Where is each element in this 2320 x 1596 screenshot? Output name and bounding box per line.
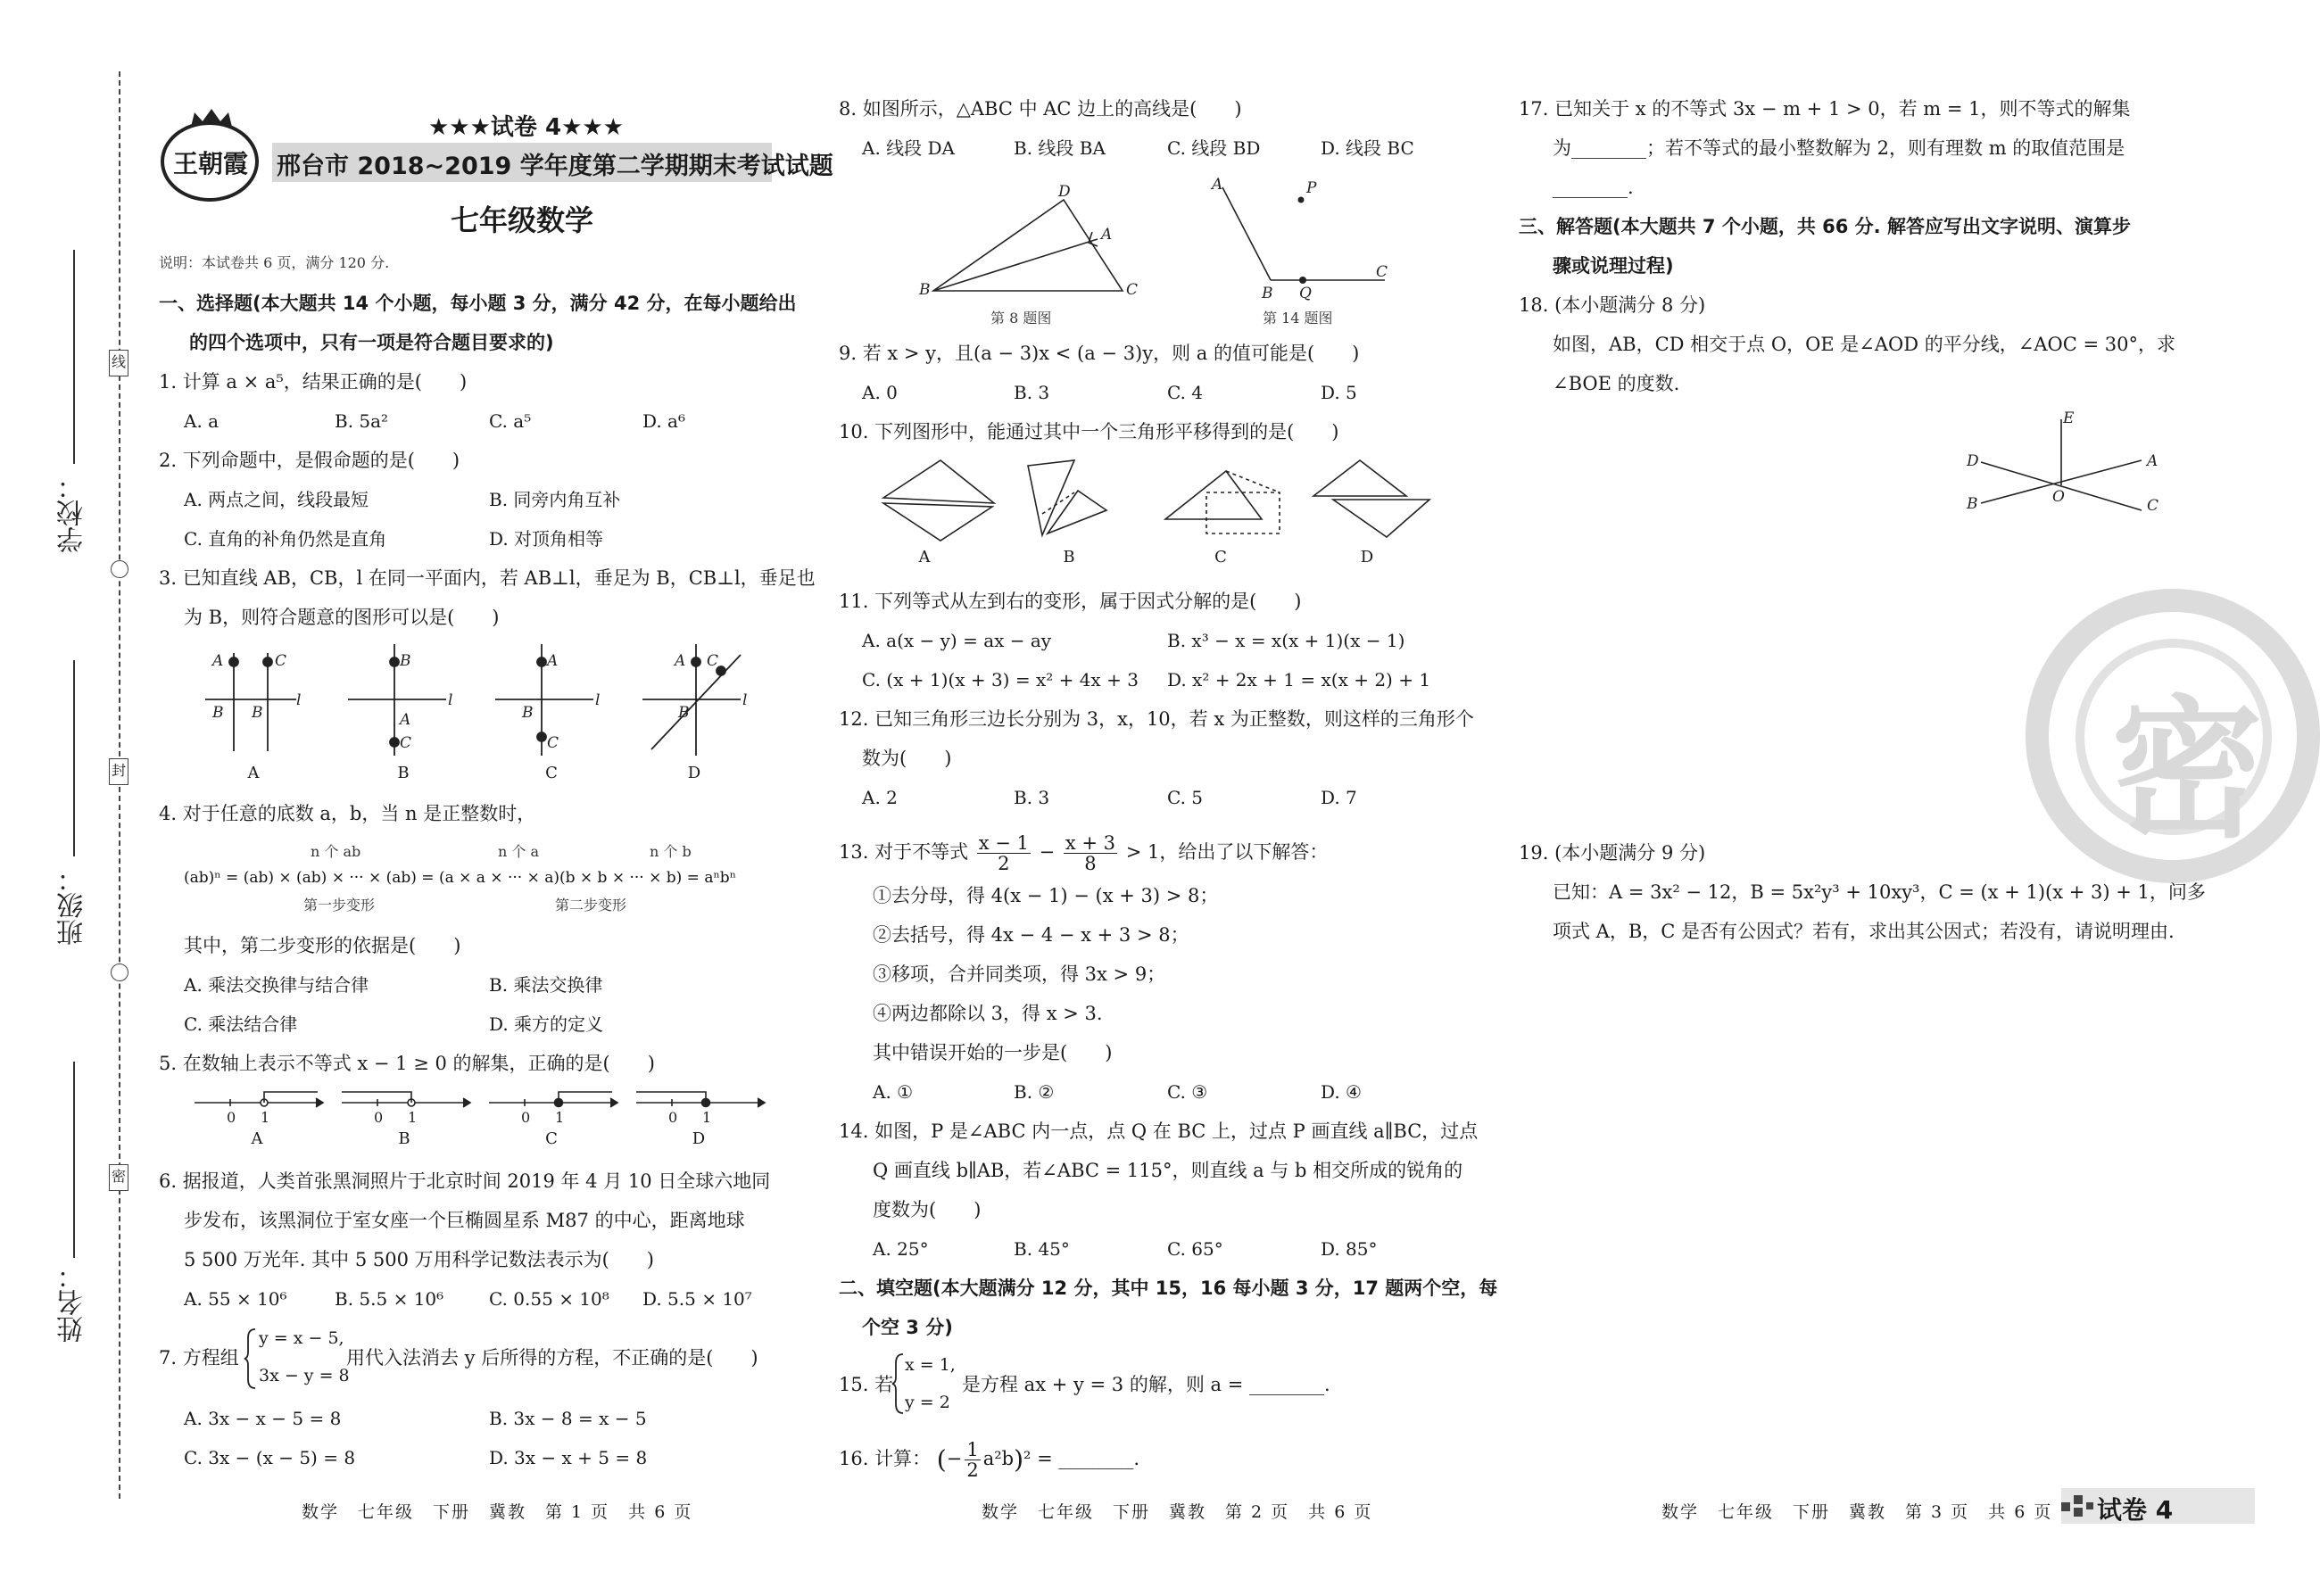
q13-suffix: > 1，给出了以下解答： <box>1125 841 1329 863</box>
exam-title: 邢台市 2018~2019 学年度第二学期期末考试试题 <box>277 153 833 180</box>
question-12: 12. 已知三角形三边长分别为 3，x，10，若 x 为正整数，则这样的三角形个 <box>839 708 1474 730</box>
question-3: 3. 已知直线 AB，CB，l 在同一平面内，若 AB⊥l，垂足为 B，CB⊥l，垂足也 <box>159 567 816 589</box>
section-3-heading-cont: 骤或说理过程) <box>1553 255 1674 277</box>
class-field[interactable] <box>54 660 89 946</box>
q2-option-c[interactable]: C. 直角的补角仍然是直角 <box>184 528 387 550</box>
q14-option-c[interactable]: C. 65° <box>1167 1238 1223 1260</box>
q12-option-a[interactable]: A. 2 <box>862 787 898 808</box>
q3-figure-a <box>205 652 301 751</box>
q8-option-b[interactable]: B. 线段 BA <box>1014 137 1106 159</box>
q3-caption-c: C <box>545 764 558 782</box>
q10-caption-d: D <box>1360 548 1374 566</box>
svg-text:P: P <box>1306 179 1317 197</box>
svg-text:l: l <box>595 691 601 709</box>
svg-text:C: C <box>707 652 719 670</box>
q13-option-a[interactable]: A. ① <box>873 1081 914 1103</box>
q3-figure-b <box>348 644 452 756</box>
cut-line <box>119 71 120 1499</box>
q4-step-1: 第一步变形 <box>303 897 376 914</box>
q12-option-c[interactable]: C. 5 <box>1167 787 1204 808</box>
q1-option-a[interactable]: A. a <box>184 410 220 432</box>
q13-step-4: ④两边都除以 3，得 x > 3. <box>873 1003 1103 1024</box>
question-14-line2: Q 画直线 b∥AB，若∠ABC = 115°，则直线 a 与 b 相交所成的锐角的 <box>873 1160 1463 1181</box>
q3-caption-d: D <box>687 764 701 782</box>
q2-option-d[interactable]: D. 对顶角相等 <box>489 528 604 550</box>
footer-page-3: 数学 七年级 下册 冀教 第 3 页 共 6 页 <box>1661 1502 2053 1522</box>
question-6-line3: 5 500 万光年. 其中 5 500 万用科学记数法表示为( ) <box>184 1249 654 1270</box>
svg-text:1: 1 <box>702 1109 712 1126</box>
question-11: 11. 下列等式从左到右的变形，属于因式分解的是( ) <box>839 591 1302 612</box>
q13-num-2: x + 3 <box>1065 832 1116 854</box>
svg-text:B: B <box>522 704 534 722</box>
svg-text:A: A <box>547 652 559 670</box>
q7-equation-1: y = x − 5, <box>259 1328 344 1348</box>
svg-text:0: 0 <box>227 1109 236 1126</box>
q13-den-1: 2 <box>998 853 1010 874</box>
q15-equation-1: x = 1, <box>905 1355 956 1375</box>
question-18-line2: ∠BOE 的度数. <box>1553 373 1680 394</box>
svg-text:B: B <box>252 704 263 722</box>
q11-option-d[interactable]: D. x² + 2x + 1 = x(x + 2) + 1 <box>1167 669 1431 690</box>
question-17: 17. 已知关于 x 的不等式 3x − m + 1 > 0，若 m = 1，则不等式的解集 <box>1519 98 2131 120</box>
q10-figure-b <box>1028 460 1106 535</box>
q13-option-c[interactable]: C. ③ <box>1167 1081 1208 1103</box>
q7-equation-2: 3x − y = 8 <box>259 1366 350 1385</box>
q4-option-c[interactable]: C. 乘法结合律 <box>184 1013 298 1035</box>
q4-option-d[interactable]: D. 乘方的定义 <box>489 1013 604 1035</box>
svg-text:C: C <box>275 652 287 670</box>
question-5: 5. 在数轴上表示不等式 x − 1 ≥ 0 的解集，正确的是( ) <box>159 1053 655 1074</box>
q11-option-c[interactable]: C. (x + 1)(x + 3) = x² + 4x + 3 <box>862 669 1139 690</box>
q14-angle-figure <box>1206 175 1403 300</box>
subject-title: 七年级数学 <box>451 203 594 237</box>
question-17-line3[interactable]: ________. <box>1553 177 1634 198</box>
question-4: 4. 对于任意的底数 a，b，当 n 是正整数时， <box>159 803 536 824</box>
svg-text:A: A <box>400 711 411 729</box>
badge-square-icon <box>2074 1495 2083 1504</box>
seal-char: 密 <box>2111 682 2264 859</box>
q16-den: 2 <box>966 1460 979 1481</box>
svg-text:l: l <box>448 691 453 709</box>
q4-option-b[interactable]: B. 乘法交换律 <box>489 974 603 996</box>
q4-formula: (ab)ⁿ = (ab) × (ab) × ··· × (ab) = (a × a × ··· × a)(b × b × ··· × b) = aⁿbⁿ <box>184 869 737 887</box>
svg-text:C: C <box>1126 281 1139 299</box>
q6-option-a[interactable]: A. 55 × 10⁶ <box>184 1288 287 1310</box>
q13-fraction-1 <box>977 833 1031 873</box>
q13-num-1: x − 1 <box>978 832 1029 854</box>
school-label: 学校： <box>57 473 88 553</box>
q13-step-3: ③移项，合并同类项，得 3x > 9； <box>873 963 1166 985</box>
question-9: 9. 若 x > y，且(a − 3)x < (a − 3)y，则 a 的值可能是( ) <box>839 343 1360 364</box>
q3-figures <box>196 644 767 769</box>
svg-text:C: C <box>547 734 559 752</box>
question-8: 8. 如图所示，△ABC 中 AC 边上的高线是( ) <box>839 98 1242 120</box>
svg-text:D: D <box>1967 452 1979 470</box>
svg-text:B: B <box>678 704 690 722</box>
footer-page-2: 数学 七年级 下册 冀教 第 2 页 共 6 页 <box>982 1502 1373 1522</box>
question-14-line3: 度数为( ) <box>873 1199 982 1220</box>
q8-option-a[interactable]: A. 线段 DA <box>862 137 955 159</box>
name-label: 姓名： <box>57 1262 88 1343</box>
q12-option-d[interactable]: D. 7 <box>1321 787 1357 808</box>
q10-caption-b: B <box>1063 548 1075 566</box>
q16-num: 1 <box>966 1439 979 1460</box>
question-3-cont: 为 B，则符合题意的图形可以是( ) <box>184 607 500 628</box>
svg-text:A: A <box>212 652 224 670</box>
question-16: 16. 计算： (− $\frac{1}{2}$ a²b)² = ________. <box>839 1439 1140 1481</box>
svg-text:B: B <box>1262 285 1273 302</box>
q1-option-d[interactable]: D. a⁶ <box>642 410 685 432</box>
svg-text:C: C <box>2147 497 2159 515</box>
school-field[interactable] <box>54 250 89 553</box>
binding-margin <box>0 0 134 1596</box>
q8-option-c[interactable]: C. 线段 BD <box>1167 137 1261 159</box>
svg-text:C: C <box>400 734 412 752</box>
badge-square-icon <box>2086 1502 2093 1509</box>
q11-option-a[interactable]: A. a(x − y) = ax − ay <box>862 630 1052 651</box>
q13-option-d[interactable]: D. ④ <box>1321 1081 1362 1103</box>
q13-prefix: 13. 对于不等式 <box>839 841 969 863</box>
q13-step-2: ②去括号，得 4x − 4 − x + 3 > 8； <box>873 924 1189 946</box>
badge-square-icon <box>2074 1508 2083 1517</box>
q7-option-d[interactable]: D. 3x − x + 5 = 8 <box>489 1447 648 1468</box>
footer-page-1: 数学 七年级 下册 冀教 第 1 页 共 6 页 <box>302 1502 693 1522</box>
q3-caption-b: B <box>397 764 410 782</box>
question-12-cont: 数为( ) <box>862 748 952 769</box>
q10-caption-a: A <box>918 548 931 566</box>
q4-option-a[interactable]: A. 乘法交换律与结合律 <box>184 974 369 996</box>
q9-option-a[interactable]: A. 0 <box>862 382 898 403</box>
question-18-line1: 如图，AB，CD 相交于点 O，OE 是∠AOD 的平分线，∠AOC = 30°，求 <box>1553 334 2175 355</box>
q3-caption-a: A <box>247 764 260 782</box>
section-2-heading-cont: 个空 3 分) <box>862 1317 953 1338</box>
q5-caption-b: B <box>398 1129 410 1148</box>
q2-option-a[interactable]: A. 两点之间，线段最短 <box>184 489 369 510</box>
question-7-ask: 用代入法消去 y 后所得的方程，不正确的是( ) <box>346 1347 758 1369</box>
section-1-heading: 一、选择题(本大题共 14 个小题，每小题 3 分，满分 42 分，在每小题给出 <box>159 293 797 314</box>
q2-option-b[interactable]: B. 同旁内角互补 <box>489 489 621 510</box>
question-18: 18. (本小题满分 8 分) <box>1519 294 1706 316</box>
svg-text:1: 1 <box>261 1109 270 1126</box>
svg-text:A: A <box>2147 452 2158 470</box>
q8-triangle-figure <box>919 178 1139 303</box>
svg-text:Q: Q <box>1299 285 1312 302</box>
svg-text:l: l <box>296 691 302 709</box>
q7-option-a[interactable]: A. 3x − x − 5 = 8 <box>184 1408 342 1429</box>
question-6-line2: 步发布，该黑洞位于室女座一个巨椭圆星系 M87 的中心，距离地球 <box>184 1210 745 1231</box>
svg-text:0: 0 <box>374 1109 384 1126</box>
q16-prefix: 16. 计算： <box>839 1448 932 1469</box>
section-1-heading-cont: 的四个选项中，只有一项是符合题目要求的) <box>189 332 554 353</box>
question-17-line2[interactable]: 为________；若不等式的最小整数解为 2，则有理数 m 的取值范围是 <box>1553 137 2125 159</box>
q18-intersect-figure <box>1963 410 2195 526</box>
q14-option-b[interactable]: B. 45° <box>1014 1238 1070 1260</box>
q3-figure-d <box>642 644 747 756</box>
question-19-line2: 项式 A，B，C 是否有公因式？若有，求出其公因式；若没有，请说明理由. <box>1553 921 2175 942</box>
q15-equation-2: y = 2 <box>905 1393 950 1412</box>
svg-text:B: B <box>212 704 224 722</box>
brand-logo <box>157 105 273 203</box>
logo-text: 王朝霞 <box>172 149 248 178</box>
name-field[interactable] <box>54 1062 89 1343</box>
q9-option-b[interactable]: B. 3 <box>1014 382 1050 403</box>
q4-step-2: 第二步变形 <box>555 897 627 914</box>
q4-over-ab: n 个 ab <box>311 843 361 860</box>
name-line <box>73 1062 75 1258</box>
question-10: 10. 下列图形中，能通过其中一个三角形平移得到的是( ) <box>839 421 1339 442</box>
fig8-caption: 第 8 题图 <box>990 310 1052 327</box>
confidential-seal-watermark <box>2026 589 2320 883</box>
svg-text:0: 0 <box>668 1109 678 1126</box>
q13-den-2: 8 <box>1084 853 1097 874</box>
svg-text:0: 0 <box>521 1109 531 1126</box>
q3-figure-c <box>495 644 600 756</box>
seal-mark-xian: 线 <box>109 350 128 376</box>
badge-square-icon <box>2061 1502 2070 1511</box>
question-4-ask: 其中，第二步变形的依据是( ) <box>184 935 461 956</box>
q14-option-d[interactable]: D. 85° <box>1321 1238 1378 1260</box>
seal-mark-mi: 密 <box>109 1164 128 1191</box>
svg-text:A: A <box>675 652 686 670</box>
q7-option-c[interactable]: C. 3x − (x − 5) = 8 <box>184 1447 356 1468</box>
q15-brace <box>892 1352 905 1415</box>
school-line <box>73 250 75 464</box>
q16-answer-blank[interactable]: ² = ________. <box>1023 1448 1140 1469</box>
q10-figures <box>878 457 1440 546</box>
q4-over-a: n 个 a <box>498 843 540 860</box>
q11-option-b[interactable]: B. x³ − x = x(x + 1)(x − 1) <box>1167 630 1405 651</box>
section-2-heading: 二、填空题(本大题满分 12 分，其中 15，16 每小题 3 分，17 题两个空，每 <box>839 1278 1498 1299</box>
q10-figure-a <box>883 460 994 541</box>
q5-number-lines <box>187 1087 776 1131</box>
q4-over-b: n 个 b <box>650 843 692 860</box>
q6-option-d[interactable]: D. 5.5 × 10⁷ <box>642 1288 752 1310</box>
svg-text:O: O <box>2052 488 2065 506</box>
svg-text:D: D <box>1058 183 1071 201</box>
q5-caption-c: C <box>545 1129 558 1148</box>
section-3-heading: 三、解答题(本大题共 7 个小题，共 66 分. 解答应写出文字说明、演算步 <box>1519 216 2131 237</box>
q5-line-d <box>636 1092 765 1126</box>
class-line <box>73 660 75 856</box>
q9-option-d[interactable]: D. 5 <box>1321 382 1357 403</box>
q5-caption-a: A <box>251 1129 263 1148</box>
question-1: 1. 计算 a × a⁵，结果正确的是( ) <box>159 371 468 393</box>
svg-text:A: A <box>1212 176 1223 194</box>
q5-line-a <box>195 1092 323 1126</box>
q10-caption-c: C <box>1214 548 1227 566</box>
svg-text:E: E <box>2063 409 2075 427</box>
svg-text:1: 1 <box>408 1109 418 1126</box>
svg-text:l: l <box>742 691 748 709</box>
q13-step-1: ①去分母，得 4(x − 1) − (x + 3) > 8； <box>873 885 1219 906</box>
svg-text:B: B <box>1967 495 1978 513</box>
question-19: 19. (本小题满分 9 分) <box>1519 842 1706 864</box>
q13-option-b[interactable]: B. ② <box>1014 1081 1055 1103</box>
q15-ask[interactable]: 是方程 ax + y = 3 的解，则 a = ________. <box>962 1374 1330 1395</box>
q16-term: a²b <box>982 1448 1015 1469</box>
paper-badge: 试卷 4 <box>2097 1495 2174 1525</box>
q7-brace <box>244 1327 257 1390</box>
svg-text:C: C <box>1376 263 1388 281</box>
q16-fraction <box>965 1440 980 1480</box>
q1-option-b[interactable]: B. 5a² <box>335 410 389 432</box>
question-15: 15. 若 <box>839 1374 894 1395</box>
binding-hole <box>111 963 128 981</box>
exam-note: 说明：本试卷共 6 页，满分 120 分. <box>159 254 390 271</box>
q13-ask: 其中错误开始的一步是( ) <box>873 1042 1113 1063</box>
q10-figure-c <box>1165 471 1280 533</box>
question-6: 6. 据报道，人类首张黑洞照片于北京时间 2019 年 4 月 10 日全球六地同 <box>159 1170 771 1192</box>
q6-option-c[interactable]: C. 0.55 × 10⁸ <box>489 1288 609 1310</box>
fig14-caption: 第 14 题图 <box>1263 310 1333 327</box>
svg-text:B: B <box>400 652 411 670</box>
seal-mark-feng: 封 <box>109 758 128 785</box>
q13-fraction-2 <box>1064 833 1117 873</box>
binding-hole <box>111 560 128 578</box>
paper-tag: ★★★试卷 4★★★ <box>428 114 624 141</box>
q14-option-a[interactable]: A. 25° <box>873 1238 929 1260</box>
class-label: 班级： <box>57 865 88 946</box>
question-7: 7. 方程组 <box>159 1347 239 1369</box>
question-2: 2. 下列命题中，是假命题的是( ) <box>159 450 460 471</box>
q12-option-b[interactable]: B. 3 <box>1014 787 1050 808</box>
question-19-line1: 已知：A = 3x² − 12，B = 5x²y³ + 10xy³，C = (x + 1)(x + 3) + 1，问多 <box>1553 881 2206 903</box>
question-14: 14. 如图，P 是∠ABC 内一点，点 Q 在 BC 上，过点 P 画直线 a∥BC，过点 <box>839 1121 1479 1142</box>
question-13: 13. 对于不等式 $\frac{x - 1}{2}$ − $\frac{x + 3}{8}$ > 1，给出了以下解答： <box>839 832 1329 874</box>
svg-text:A: A <box>1101 226 1113 244</box>
q10-figure-d <box>1313 460 1429 537</box>
svg-text:B: B <box>919 281 931 299</box>
q5-line-b <box>342 1092 470 1126</box>
q7-option-b[interactable]: B. 3x − 8 = x − 5 <box>489 1408 647 1429</box>
svg-text:1: 1 <box>555 1109 565 1126</box>
q6-option-b[interactable]: B. 5.5 × 10⁶ <box>335 1288 444 1310</box>
q8-option-d[interactable]: D. 线段 BC <box>1321 137 1414 159</box>
q1-option-c[interactable]: C. a⁵ <box>489 410 532 432</box>
q9-option-c[interactable]: C. 4 <box>1167 382 1204 403</box>
q5-line-c <box>489 1092 617 1126</box>
q5-caption-d: D <box>692 1129 706 1148</box>
